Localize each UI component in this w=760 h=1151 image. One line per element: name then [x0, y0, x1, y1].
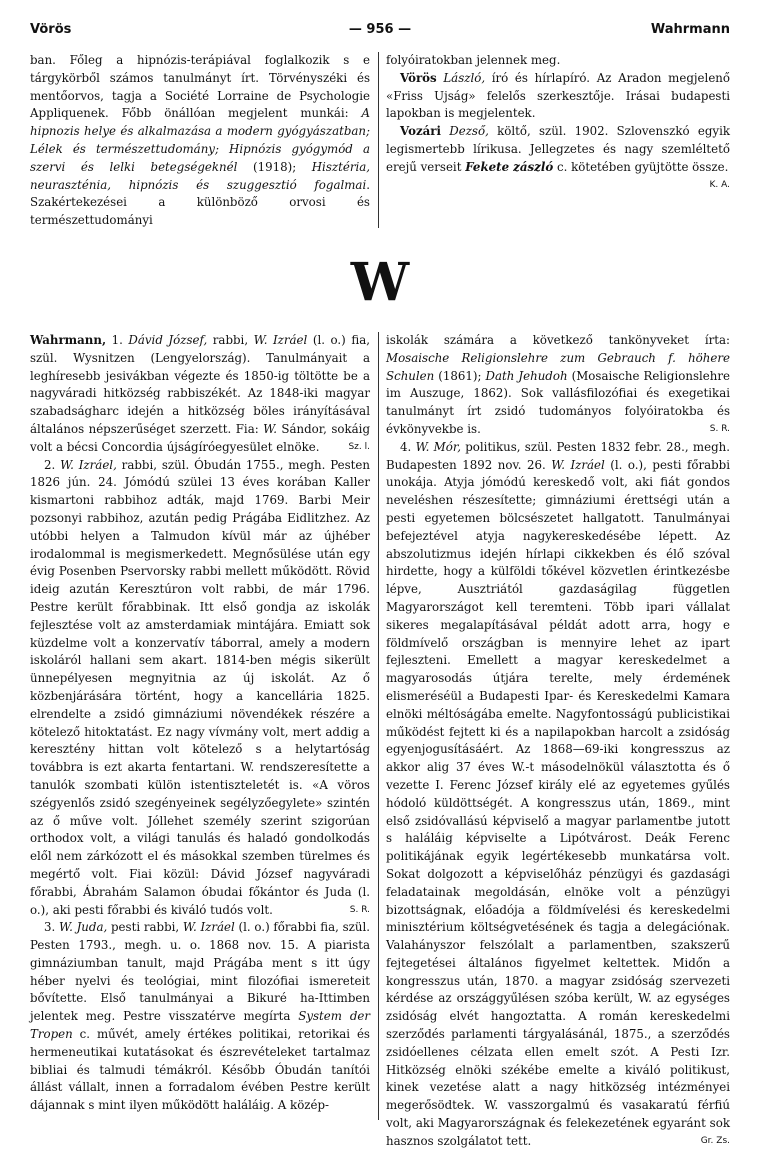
entry-wahrmann-3: 3. W. Juda, pesti rabbi, W. Izráel (l. o.) főrabbi fia, szül. Pesten 1793., megh. u. o. 1868 nov. 15. A piarista gimnáziumban tanult, majd Prágába ment s itt úgy héber nyelvi és teológiai, mint filozófiai ismereteit bővítette. Első tanulmányai a Bikuré ha-Ittimben jelentek meg. Pestre visszatérve megírta System der Tropen c. művét, amely értékes politikai, retorikai és hermeneutikai kutatásokat és észrevételeket tartalmaz bibliai és talmudi témákról. Később Óbudán tanítói állást vállalt, innen a forradalom évében Pestre került dájannak s mint ilyen működött haláláig. A közép- — [30, 920, 370, 1113]
author-signature: K. A. — [709, 179, 730, 190]
page-number: — 956 — — [348, 22, 412, 37]
author-signature: S. R. — [349, 904, 370, 915]
continued-entry: ban. Főleg a hipnózis-terápiával foglalkozik s e tárgykörből számos tanulmányt írt. Törvényszéki és mentőorvos, tagja a Société Lorraine de Psychologie Appliquenek. Főbb önállóan megjelent munkái: A hipnozis helye és alkalmazása a modern gyógyászatban; Lélek és természettudomány; Hipnózis gyógymód a szervi és lelki betegségeknél (1918); Hisztéria, neuraszténia, hipnózis és szuggesztió fogalmai. Szakértekezései a különböző orvosi és természettudományi — [30, 53, 371, 228]
bottom-right-column — [386, 332, 730, 1151]
dictionary-page — [30, 22, 731, 1148]
page-header — [30, 22, 730, 44]
top-left-column — [30, 52, 370, 230]
entry-wahrmann-1: Wahrmann, 1. Dávid József, rabbi, W. Izráel (l. o.) fia, szül. Wysnitzen (Lengyelország). Tanulmányait a leghíresebb jesivákban végezte és 1850-ig töltötte be a nagyváradi hitközség rabbiszékét. Az 1848-iki magyar szabadságharc idején a hitközség böles irányításával általános népszerűséget szerzett. Fia: W. Sándor, sokáig volt a bécsi Concordia újságíróegyesület elnöke. Sz. l. — [30, 332, 370, 457]
top-right-column — [386, 52, 730, 194]
entry-voros: Vörös László, író és hírlapíró. Az Aradon megjelenő «Friss Ujság» felelős szerkesztője. Irásai budapesti lapokban is megjelentek. — [386, 70, 730, 121]
column-divider — [378, 52, 379, 228]
entry-wahrmann-4: 4. W. Mór, politikus, szül. Pesten 1832 febr. 28., megh. Budapesten 1892 nov. 26. W. Izráel (l. o.), pesti főrabbi unokája. Atyja jómódú kereskedő volt, aki fiát gondos neveléshen részesítette; gimnáziumi érettségi után a pesti egyetemen bölcsészetet hallgatott. Tanulmányai befejeztével atyja nagykereskedésébe lépett. Az abszolutizmus idején hírlapi cikkekben és élő szóval hirdette, hogy a külföldi tőkével közvetlen érintkezésbe lépve, Ausztriától gazdaságilag független Magyarországot kell teremteni. Több ipari vállalat sikeres megalapításával példát adott arra, hogy e földmívelő országban is mennyire lehet az ipart fejleszteni. Emellett a magyar kereskedelmet a magyarosodás útjára terelte, mely érdemének elismeréséül a Budapesti Ipar- és Kereskedelmi Kamara elnöki méltóságába emelte. Nagyfontosságú publicistikai működést fejtett ki és a napilapokban harcolt a zsidóság egyenjogusításáért. Az 1868—69-iki kongresszus az akkor alig 37 éves W.-t másodelnökül választotta és ő vezette I. Ferenc József király elé az egyetemes gyűlés hódoló küldöttségét. A kongresszus után, 1869., mint első zsidóvallású képviselő a magyar parlamentbe jutott s haláláig képviselte a Lipótvárost. Deák Ferenc politikájának egyik legértékesebb munkatársa volt. Sokat dolgozott a képviselőház pénzügyi és gazdasági feladatainak megoldásán, elnöke volt a pénzügyi bizottságnak, előadója a földmívelési és kereskedelmi minisztérium költségvetésének és tagja a delegációnak. Valahányszor felszólalt a parlamentben, szakszerű fejtegetései általános figyelmet keltettek. Midőn a kongresszus után, 1870. a magyar zsidóság szervezeti kérdése az országgyűlésen szóba került, W. az egységes zsidóság elvét hangoztatta. A román kereskedelmi szerződés parlamenti tárgyalásánál, 1875., a szerződés zsidóellenes célzata ellen emelt szót. A Pesti Izr. Hitközség elnöki székébe emelte a kiváló politikust, kinek vezetése alatt a nagy hitközség intézményei megerősödtek. W. vasszorgalmú és vasakaratú férfiú volt, aki Magyarországnak és felekezetének egyaránt sok hasznos szolgálatot tett. Gr. Zs. — [386, 439, 730, 1151]
entry-vozari: Vozári Dezső, költő, szül. 1902. Szlovenszkó egyik legismertebb lírikusa. Jellegzetes és nagy szemléltető erejű verseit Fekete zászló c. kötetében gyüjtötte össze. K. A. — [386, 123, 730, 176]
header-left-guideword: Vörös — [30, 22, 72, 37]
author-signature: Gr. Zs. — [700, 1135, 730, 1146]
continued-entry: iskolák számára a következő tankönyveket írta: Mosaische Religionslehre zum Gebrauch f. höhere Schulen (1861); Dath Jehudoh (Mosaische Religionslehre im Auszuge, 1862). Sok vallásfilozófiai és exegetikai tanulmányt írt zsidó tudományos folyóiratokba és évkönyvekbe is. S. R. — [386, 332, 730, 439]
continued-text: folyóiratokban jelennek meg. — [386, 53, 561, 67]
author-signature: Sz. l. — [348, 441, 370, 452]
header-right-guideword: Wahrmann — [650, 22, 730, 37]
bottom-left-column — [30, 332, 370, 1115]
section-letter: W — [350, 252, 410, 313]
entry-wahrmann-2: 2. W. Izráel, rabbi, szül. Óbudán 1755., megh. Pesten 1826 jún. 24. Jómódú szülei 13 éves korában Kaller kismartoni rabbihoz adták, majd 1769. Barbi Meir pozsonyi rabbihoz, azután pedig Prágába Eidlitzhez. Az utóbbi helyen a Talmudon kívül már az újhéber irodalommal is megismerkedett. Megnősülése után egy évig Posenben Pservorsky rabbi mellett működött. Rövid ideig azután Keresztúron volt rabbi, de már 1796. Pestre került főrabbinak. Itt első gondja az iskolák fejlesztése volt az amsterdamiak mintájára. Emiatt sok küzdelme volt a konzervatív táborral, amely a modern iskoláról hallani sem akart. 1814-ben mégis sikerült ünnepélyesen megnyitnia az új iskolát. Az ő közbenjárására történt, hogy a kancellária 1825. elrendelte a zsidó gimnáziumi növendékek részére a kötelező hitoktatást. Ez nagy vívmány volt, mert addig a keresztény hittan volt kötelező s a helytartóság továbbra is ezt akarta fentartani. W. rendszeresítette a tanulók szombati külön istentiszteletét is. «A vöros szégyenlős zsidó szegényeinek segélyzőegylete» szintén az ő műve volt. Jóllehet személy szerint szigorúan orthodox volt, a világi tanulás és haladó gondolkodás elől nem zárkózott el és másokkal szemben türelmes és megértő volt. Fiai közül: Dávid József nagyváradi főrabbi, Ábrahám Salamon óbudai főkántor és Juda (l. o.), aki pesti főrabbi és kiváló tudós volt. S. R. — [30, 457, 370, 920]
column-divider — [378, 332, 379, 1120]
author-signature: S. R. — [709, 423, 730, 434]
